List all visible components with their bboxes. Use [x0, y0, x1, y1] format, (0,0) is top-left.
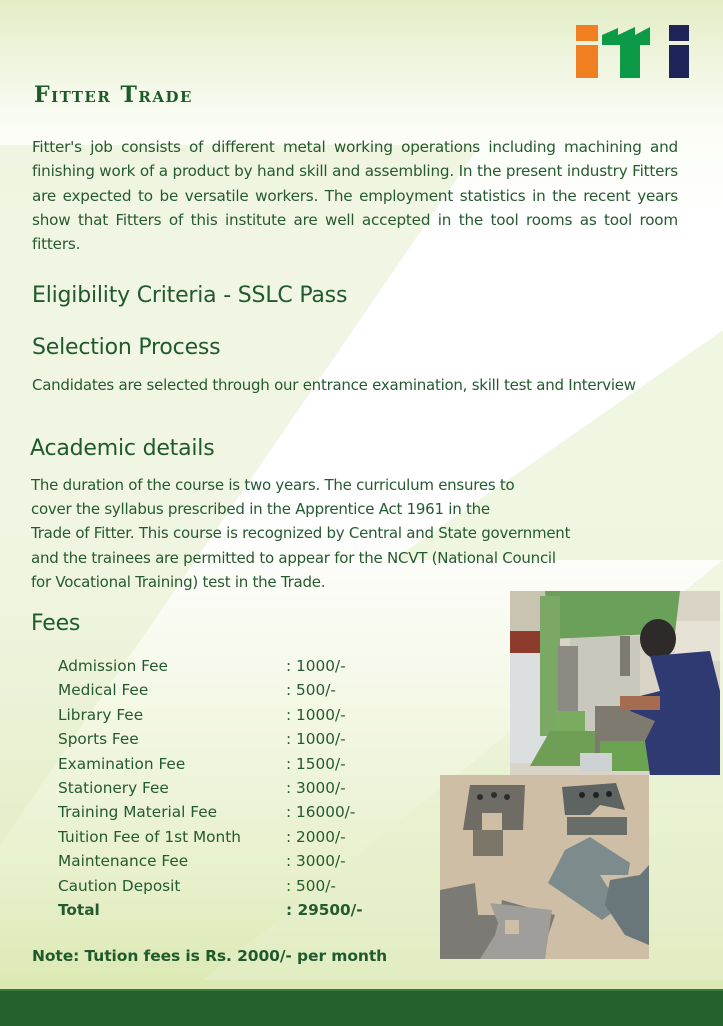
fees-heading: Fees [31, 611, 81, 636]
fee-row [58, 828, 438, 852]
fee-row [58, 681, 438, 705]
fee-label: Maintenance Fee [58, 852, 189, 871]
fee-row [58, 803, 438, 827]
fee-value: : 1000/- [286, 657, 346, 675]
iti-logo [576, 25, 689, 78]
fee-label: Caution Deposit [58, 876, 181, 895]
logo-i-dot-orange [576, 25, 598, 41]
academic-line: for Vocational Training) test in the Trade. [31, 572, 326, 591]
fee-row [58, 852, 438, 876]
logo-t-green [602, 25, 666, 78]
academic-line: cover the syllabus prescribed in the Apprentice Act 1961 in the [31, 500, 490, 519]
academic-text [31, 473, 711, 594]
academic-line: The duration of the course is two years. The curriculum ensures to [31, 476, 515, 494]
fee-value: : 3000/- [286, 852, 346, 871]
fee-total-label: Total [58, 900, 100, 919]
fee-row [58, 779, 438, 803]
logo-i-stem-navy [669, 45, 689, 78]
fee-row [58, 877, 438, 901]
fee-value: : 1500/- [286, 754, 346, 773]
fee-label: Medical Fee [58, 681, 149, 700]
fitted-metal-parts-photo [440, 775, 649, 959]
logo-i-stem-orange [576, 45, 598, 78]
fee-row [58, 706, 438, 730]
selection-heading: Selection Process [32, 335, 221, 360]
academic-line: and the trainees are permitted to appear for the NCVT (National Council [31, 548, 556, 567]
fee-total-row [58, 901, 438, 925]
intro-paragraph: Fitter's job consists of different metal working operations including machining and finishing work of a product by hand skill and assembling. In the present industry Fitters are expected to be versatile workers. The employment statistics in the recent years show that Fitters of this institute are well accepted in the tool rooms as tool room fitters. [32, 138, 678, 254]
fee-label: Sports Fee [58, 730, 139, 749]
fee-row [58, 730, 438, 754]
fee-row [58, 755, 438, 779]
academic-heading: Academic details [30, 436, 215, 461]
fee-value: : 500/- [286, 876, 336, 895]
fees-table [58, 657, 438, 925]
fee-row [58, 657, 438, 681]
fee-label: Tuition Fee of 1st Month [58, 827, 241, 846]
tuition-note: Note: Tution fees is Rs. 2000/- per month [32, 947, 388, 965]
fee-label: Training Material Fee [58, 803, 218, 822]
fee-value: : 16000/- [286, 803, 356, 822]
fee-value: : 1000/- [286, 705, 346, 724]
fee-label: Library Fee [58, 705, 144, 724]
fee-value: : 500/- [286, 681, 336, 700]
eligibility-heading: Eligibility Criteria - SSLC Pass [32, 283, 348, 308]
fee-label: Examination Fee [58, 754, 186, 773]
logo-i-dot-navy [669, 25, 689, 41]
page-title: Fitter Trade [34, 82, 193, 108]
footer-bar [0, 989, 723, 1026]
fee-value: : 3000/- [286, 778, 346, 797]
drilling-machine-photo [510, 591, 720, 775]
fee-value: : 2000/- [286, 827, 346, 846]
fee-label: Stationery Fee [58, 778, 169, 797]
academic-line: Trade of Fitter. This course is recognized by Central and State government [31, 524, 571, 543]
fee-label: Admission Fee [58, 657, 168, 675]
selection-text: Candidates are selected through our entrance examination, skill test and Interview [32, 376, 636, 394]
fee-total-value: : 29500/- [286, 900, 363, 919]
fee-value: : 1000/- [286, 730, 346, 749]
